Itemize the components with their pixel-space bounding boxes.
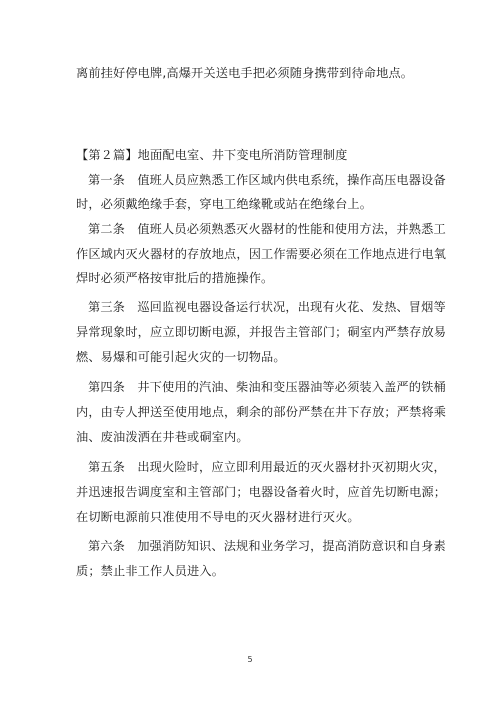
article-2-line-1: 第二条 值班人员必须熟悉灭火器材的性能和使用方法，并熟悉工 (88, 222, 446, 236)
article-2-line-3: 焊时必须严格按审批后的措施操作。 (76, 271, 274, 285)
article-3-line-3: 燃、易爆和可能引起火灾的一切物品。 (76, 350, 286, 364)
article-4-line-3: 油、废油泼洒在井巷或硐室内。 (76, 430, 249, 444)
article-4-line-1: 第四条 井下使用的汽油、柴油和变压器油等必须装入盖严的铁桶 (88, 380, 446, 394)
page-number: 5 (247, 655, 253, 664)
article-6-line-2: 质；禁止非工作人员进入。 (76, 564, 225, 578)
article-1-line-2: 时，必须戴绝缘手套，穿电工绝缘靴或站在绝缘台上。 (76, 197, 373, 211)
article-5-line-3: 在切断电源前只准使用不导电的灭火器材进行灭火。 (76, 510, 360, 524)
article-6-line-1: 第六条 加强消防知识、法规和业务学习，提高消防意识和自身素 (88, 539, 446, 553)
section-heading: 【第２篇】地面配电室、井下变电所消防管理制度 (76, 148, 348, 162)
article-1-line-1: 第一条 值班人员应熟悉工作区域内供电系统，操作高压电器设备 (88, 173, 446, 187)
article-4-line-2: 内，由专人押送至使用地点，剩余的部份严禁在井下存放；严禁将乘 (76, 405, 447, 419)
article-2-line-2: 作区域内灭火器材的存放地点，因工作需要必须在工作地点进行电氧 (76, 247, 447, 261)
article-5-line-1: 第五条 出现火险时，应立即利用最近的灭火器材扑灭初期火灾， (88, 460, 446, 474)
article-3-line-1: 第三条 巡回监视电器设备运行状况，出现有火花、发热、冒烟等 (88, 300, 446, 314)
text-line-1: 离前挂好停电牌,高爆开关送电手把必须随身携带到待命地点。 (76, 66, 414, 80)
article-5-line-2: 并迅速报告调度室和主管部门；电器设备着火时，应首先切断电源； (76, 485, 447, 499)
article-3-line-2: 异常现象时，应立即切断电源，并报告主管部门；硐室内严禁存放易 (76, 325, 447, 339)
